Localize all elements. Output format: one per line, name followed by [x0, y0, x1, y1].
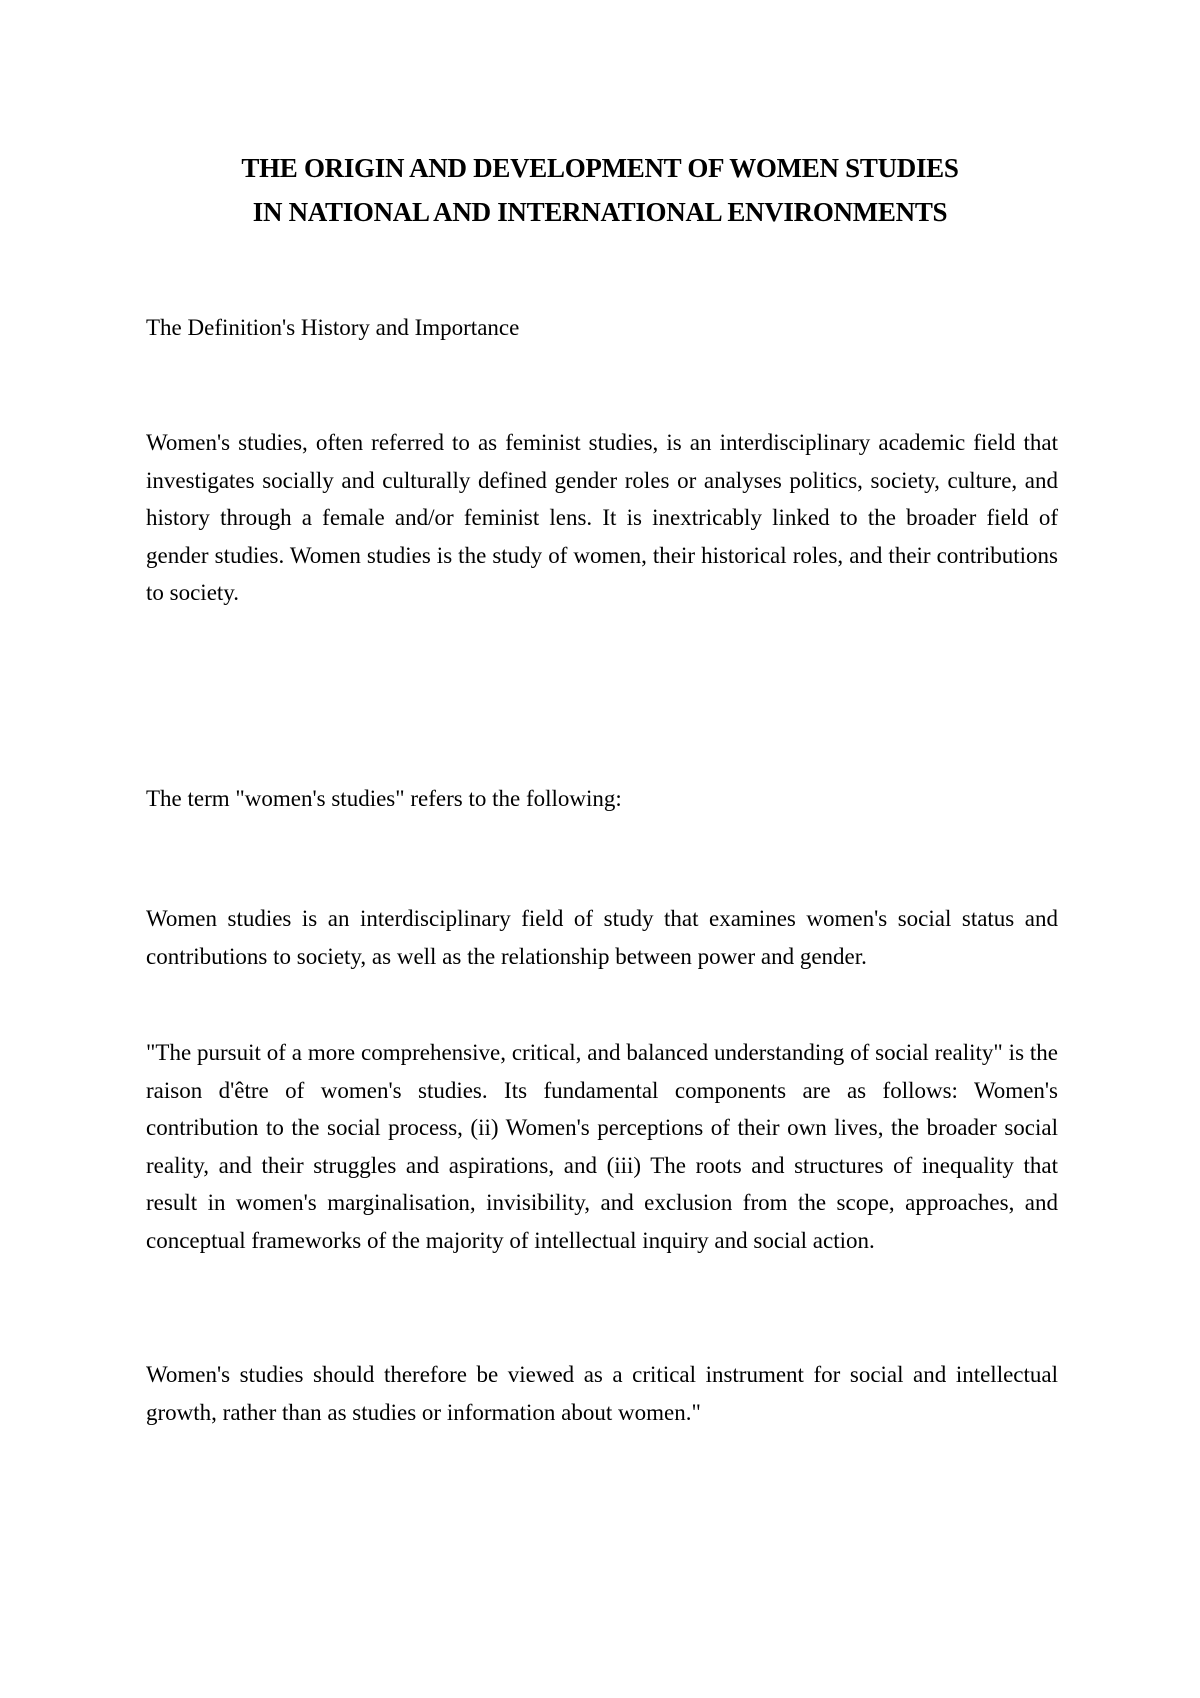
title-line-1: THE ORIGIN AND DEVELOPMENT OF WOMEN STUDIES — [241, 153, 959, 183]
document-title — [146, 146, 1054, 234]
paragraph-definition: Women's studies, often referred to as feminist studies, is an interdisciplinary academic field that investigates socially and culturally defined gender roles or analyses politics, society, culture, and history through a female and/or feminist lens. It is inextricably linked to the broader field of gender studies. Women studies is the study of women, their historical roles, and their contributions to society. — [146, 430, 1058, 606]
paragraph-interdisciplinary: Women studies is an interdisciplinary field of study that examines women's social status and contributions to society, as well as the relationship between power and gender. — [146, 906, 1058, 969]
paragraph-raison-detre: "The pursuit of a more comprehensive, critical, and balanced understanding of social reality" is the raison d'être of women's studies. Its fundamental components are as follows: Women's contribution to the social process, (ii) Women's perceptions of their own lives, the broader social reality, and their struggles and aspirations, and (iii) The roots and structures of inequality that result in women's marginalisation, invisibility, and exclusion from the scope, approaches, and conceptual frameworks of the majority of intellectual inquiry and social action. — [146, 1040, 1058, 1253]
term-intro: The term "women's studies" refers to the following: — [146, 786, 622, 811]
title-line-2: IN NATIONAL AND INTERNATIONAL ENVIRONMENTS — [252, 197, 948, 227]
paragraph-conclusion: Women's studies should therefore be viewed as a critical instrument for social and intellectual growth, rather than as studies or information about women." — [146, 1362, 1058, 1425]
section-heading: The Definition's History and Importance — [146, 315, 520, 340]
